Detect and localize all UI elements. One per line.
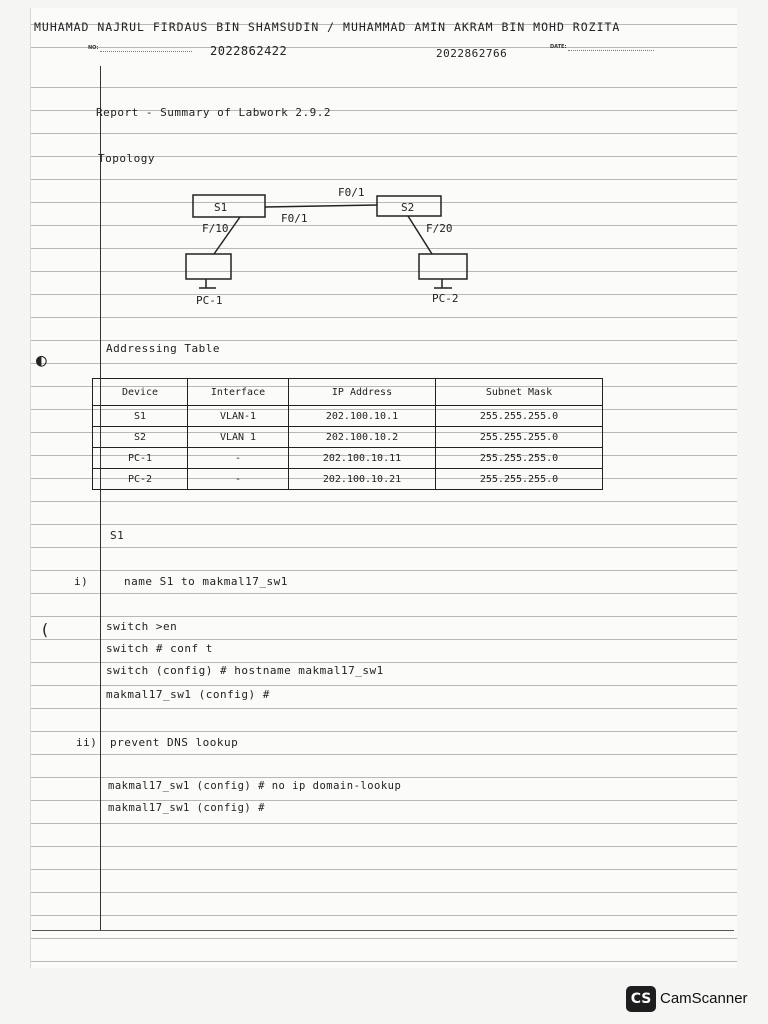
- table-cell: 255.255.255.0: [436, 427, 603, 448]
- margin-mark-2: (: [40, 620, 51, 639]
- step-1-marker: i): [74, 575, 89, 588]
- table-cell: 202.100.10.1: [289, 406, 436, 427]
- student-names: MUHAMAD NAJRUL FIRDAUS BIN SHAMSUDIN / MUHAMMAD AMIN AKRAM BIN MOHD ROZITA: [34, 20, 621, 34]
- table-row: [93, 448, 603, 469]
- trunk-link: [265, 205, 377, 207]
- column-header: IP Address: [289, 379, 436, 406]
- pc-1-label: PC-1: [196, 294, 223, 307]
- trunk-port-s1-label: F0/1: [281, 212, 308, 225]
- pc-2-monitor: [419, 254, 467, 279]
- step-1-title: name S1 to makmal17_sw1: [124, 575, 288, 588]
- margin-mark-1: ◐: [36, 350, 48, 371]
- camscanner-logo: CS: [626, 986, 656, 1012]
- table-cell: 255.255.255.0: [436, 448, 603, 469]
- column-header: Subnet Mask: [436, 379, 603, 406]
- column-header: Interface: [188, 379, 289, 406]
- command-line: switch (config) # hostname makmal17_sw1: [106, 664, 384, 677]
- command-line: makmal17_sw1 (config) #: [108, 802, 265, 814]
- switch-s2-label: S2: [401, 201, 415, 214]
- s1-section-label: S1: [110, 529, 125, 542]
- step-2-title: prevent DNS lookup: [110, 736, 239, 749]
- student-id-1: 2022862422: [210, 44, 288, 58]
- table-cell: PC-2: [93, 469, 188, 490]
- table-cell: 255.255.255.0: [436, 469, 603, 490]
- topology-heading: Topology: [98, 152, 155, 165]
- command-line: switch # conf t: [106, 642, 213, 655]
- column-header: Device: [93, 379, 188, 406]
- table-header-row: [93, 379, 603, 406]
- table-cell: VLAN 1: [188, 427, 289, 448]
- command-line: switch >en: [106, 620, 178, 633]
- no-label: NO:: [88, 45, 99, 51]
- table-cell: S2: [93, 427, 188, 448]
- table-cell: S1: [93, 406, 188, 427]
- table-cell: 202.100.10.21: [289, 469, 436, 490]
- table-row: [93, 427, 603, 448]
- trunk-port-s2-label: F0/1: [338, 186, 365, 199]
- table-cell: 255.255.255.0: [436, 406, 603, 427]
- table-cell: PC-1: [93, 448, 188, 469]
- switch-s1-box: [193, 195, 265, 217]
- s1-pc-port-label: F/10: [202, 222, 229, 235]
- table-row: [93, 406, 603, 427]
- table-cell: -: [188, 469, 289, 490]
- report-title: Report - Summary of Labwork 2.9.2: [96, 106, 332, 119]
- student-id-2: 2022862766: [436, 47, 508, 60]
- table-row: [93, 469, 603, 490]
- step-2-marker: ii): [76, 736, 98, 749]
- date-label: DATE:: [550, 44, 567, 50]
- pc-1-monitor: [186, 254, 231, 279]
- table-cell: VLAN-1: [188, 406, 289, 427]
- addressing-table-heading: Addressing Table: [106, 342, 220, 355]
- s2-pc-port-label: F/20: [426, 222, 453, 235]
- table-cell: -: [188, 448, 289, 469]
- table-cell: 202.100.10.2: [289, 427, 436, 448]
- addressing-table: [92, 378, 603, 490]
- switch-s1-label: S1: [214, 201, 228, 214]
- table-cell: 202.100.10.11: [289, 448, 436, 469]
- camscanner-name: CamScanner: [660, 990, 748, 1007]
- command-line: makmal17_sw1 (config) # no ip domain-lookup: [108, 780, 402, 792]
- pc-2-label: PC-2: [432, 292, 459, 305]
- command-line: makmal17_sw1 (config) #: [106, 688, 270, 701]
